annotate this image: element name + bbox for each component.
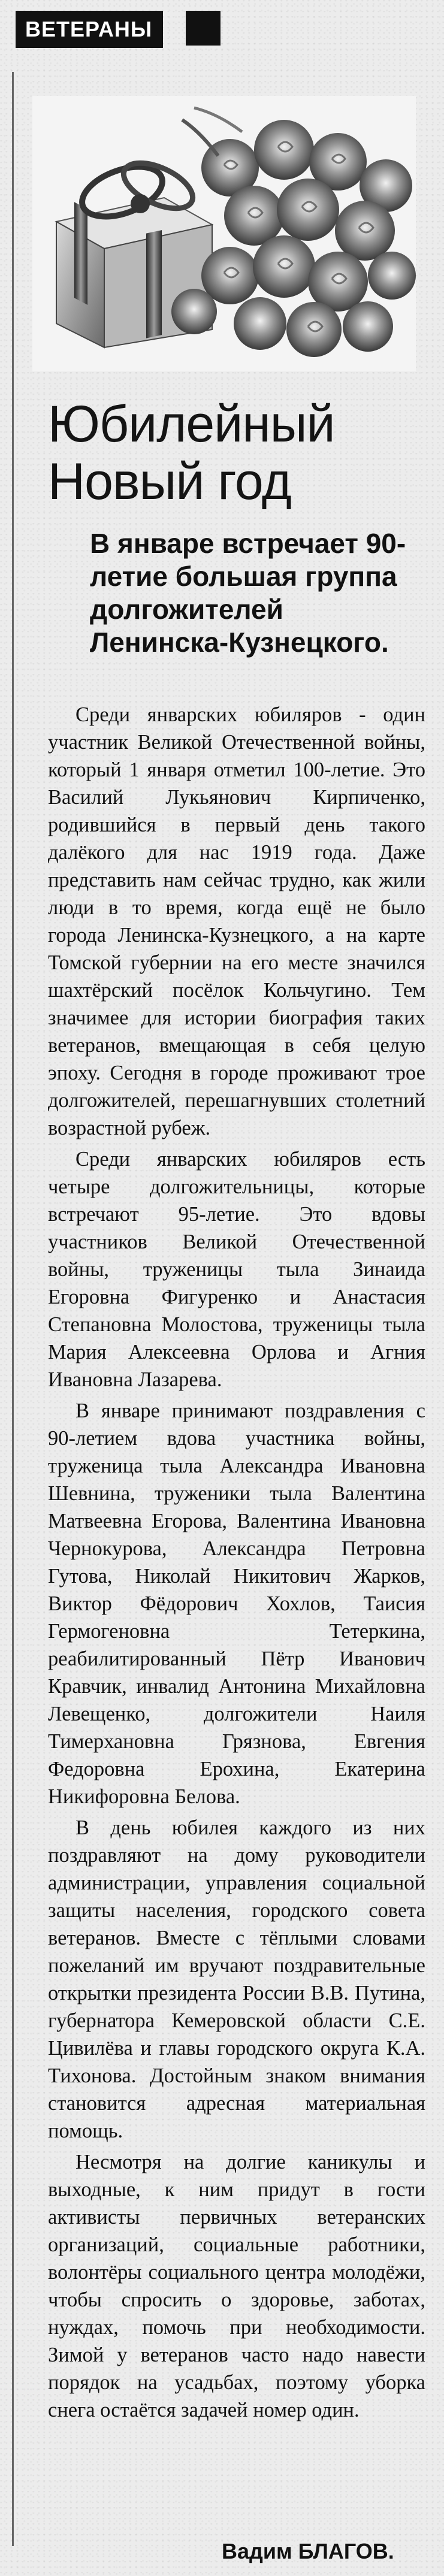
article-title — [48, 395, 419, 510]
article-body — [48, 701, 425, 2427]
paragraph: Среди январских юбиляров есть четыре долгожительницы, которые встречают 95-летие. Это вдовы участников Великой Отечественной войны, труженицы тыла Зинаида Егоровна Фигуренко и Анастасия Степановна Молостова, труженицы тыла Мария Алексеевна Орлова и Агния Ивановна Лазарева. — [48, 1148, 425, 1391]
title-line-1: Юбилейный — [48, 395, 335, 453]
paragraph: В день юбилея каждого из них поздравляют на дому руководители администрации, управления социальной защиты населения, городского совета ветеранов. Вместе с тёплыми словами пожеланий им вручают поздравительные открытки президента России В.В. Путина, губернатора Кемеровской области С.Е. Цивилёва и главы городского округа К.А. Тихонова. Достойным знаком внимания становится адресная материальная помощь. — [48, 1816, 425, 2142]
column-rule — [12, 72, 14, 2546]
gift-and-roses-icon — [32, 96, 416, 371]
author-signature: Вадим БЛАГОВ. — [222, 2539, 394, 2563]
article-lead: В январе встречает 90-летие большая группа долгожителей Ленинска-Кузнецкого. — [90, 528, 406, 658]
paragraph: В январе принимают поздравления с 90-летием вдова участника войны, труженица тыла Александра Ивановна Шевнина, труженики тыла Валентина Матвеевна Егорова, Валентина Ивановна Чернокурова, Александра Петровна Гутова, Николай Никитович Жарков, Виктор Фёдорович Хохлов, Таисия Гермогеновна Тетеркина, реабилитированный Пётр Иванович Кравчик, инвалид Антонина Михайловна Левещенко, долгожители Наиля Тимерхановна Грязнова, Евгения Федоровна Ерохина, Екатерина Никифоровна Белова. — [48, 1399, 425, 1808]
section-marker — [186, 11, 221, 46]
title-line-2: Новый год — [48, 453, 291, 510]
paragraph: Несмотря на долгие каникулы и выходные, к ним придут в гости активисты первичных ветеранских организаций, социальные работники, волонтёры социального центра молодёжи, чтобы спросить о здоровье, заботах, нуждах, помочь при необходимости. Зимой у ветеранов часто надо навести порядок на усадьбах, поэтому уборка снега остаётся задачей номер один. — [48, 2151, 425, 2421]
paragraph: Среди январских юбиляров - один участник Великой Отечественной войны, который 1 января отметил 100-летие. Это Василий Лукьянович Кирпиченко, родившийся в первый день такого далёкого для нас 1919 года. Даже представить нам сейчас трудно, как жили люди в то время, когда ещё не было города Ленинска-Кузнецкого, а на карте Томской губернии на его месте значился шахтёрский посёлок Кольчугино. Тем значимее для истории биография таких ветеранов, вмещающая в себя целую эпоху. Сегодня в городе проживают трое долгожителей, перешагнувших столетний возрастной рубеж. — [48, 703, 425, 1139]
section-label: ВЕТЕРАНЫ — [16, 11, 163, 48]
